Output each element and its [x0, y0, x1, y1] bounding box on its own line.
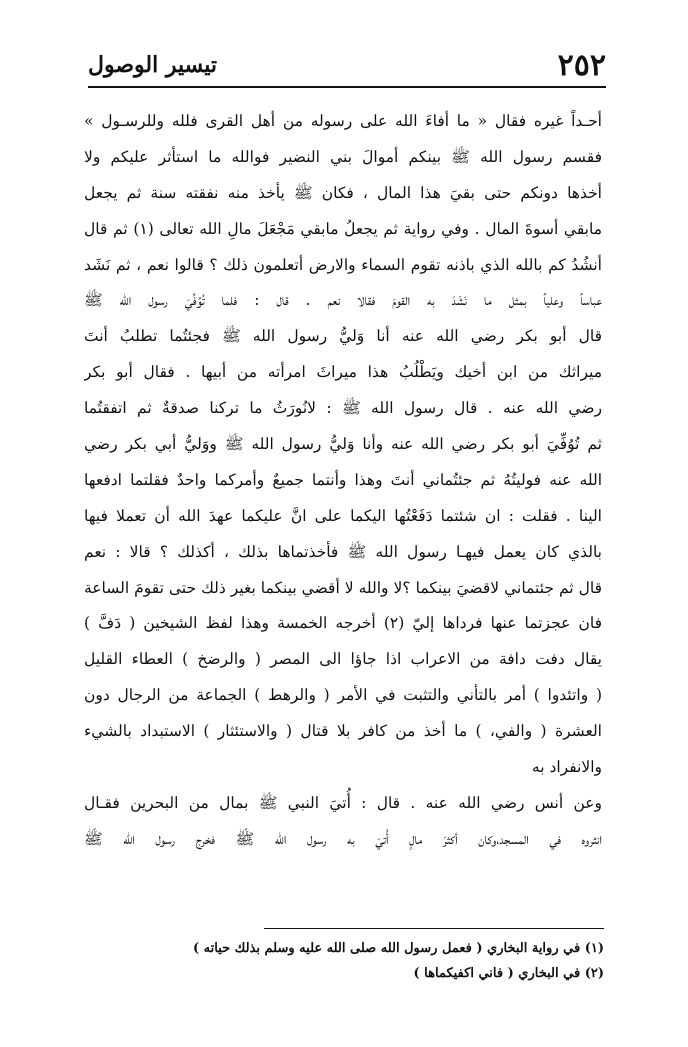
text-line: فان عجزتما عنها فرداها إليّ (٢) أخرجه الخمسة وهذا لفظ الشيخين ( دَفَّ ) — [84, 614, 602, 633]
text-line: الله عنه فوليتُهُ ثم جئتُماني أنتَ وهذا وأنتما جميعٌ وأمركما واحدٌ فقلتما ادفعها — [84, 470, 602, 489]
running-title: تيسير الوصول — [88, 52, 218, 78]
text-line: يقال دفت دافة من الاعراب اذا جاؤا الى المصر ( والرضخ ) العطاء القليل — [84, 650, 602, 669]
footnote-rule — [264, 928, 604, 929]
text-line: ميراثك من ابن أخيك ويَطْلُبُ هذا ميراثَ امرأته من أبيها . فقال أبو بكر — [84, 363, 602, 382]
body-text — [84, 104, 602, 858]
text-line: الينا . فقلت : ان شئتما دَفَعْتُها اليكما على انَّ عليكما عهدَ الله أن تعملا فيها — [84, 506, 602, 525]
text-line: رضي الله عنه . قال رسول الله ﷺ : لانُورَثُ ما تركنا صدقةٌ ثم اتفقتُما — [84, 399, 602, 418]
footnote: (١) في رواية البخاري ( فعمل رسول الله صلى الله عليه وسلم بذلك حياته ) — [192, 941, 604, 956]
text-line: أحـداً غيره فقال « ما أفاءَ الله على رسوله من أهل القرى فلله وللرسـول » — [84, 112, 602, 130]
text-line: أنشُدُ كم بالله الذي باذنه تقوم السماء والارض أتعلمون ذلك ؟ قالوا نعم ، ثم نَشَد — [84, 255, 602, 274]
footnotes — [104, 936, 604, 986]
page-number: ٢٥٢ — [557, 48, 606, 83]
text-line: أخذها دونكم حتى بقيَ هذا المال ، فكان ﷺ يأخذ منه نفقته سنة ثم يجعل — [84, 183, 602, 202]
footnote: (٢) في البخاري ( فاني اكفيكماها ) — [413, 966, 604, 981]
page-header — [88, 44, 606, 84]
text-line: قال أبو بكر رضي الله عنه أنا وَليُّ رسول الله ﷺ فجئتُما تطلبُ أنتَ — [84, 327, 602, 346]
text-line: وعن أنس رضي الله عنه . قال : أُتيَ النبي ﷺ بمال من البحرين فقـال — [84, 793, 602, 812]
text-line: عباساً وعلياً بمثل ما نَشَدَ به القومَ فقالا نعم . قال : فلما تُوُفِّيَ رسول الله ﷺ — [84, 291, 602, 310]
text-line: ثم تُوُفِّيَ أبو بكر رضي الله عنه وأنا وَليُّ رسول الله ﷺ ووَليُّ أبي بكر رضي — [84, 435, 602, 454]
header-rule — [88, 86, 606, 88]
text-line: ( واتئدوا ) أمر بالتأني والتثبت في الأمر ( والرهط ) الجماعة من الرجال دون — [84, 686, 602, 705]
text-line: فقسم رسول الله ﷺ بينكم أموالَ بني النضير فوالله ما استأثر عليكم ولا — [84, 147, 602, 166]
text-line: انثروه في المسجد،وكان أكثرَ مالٍ أُتيَ به رسول الله ﷺ فخرج رسول الله ﷺ — [84, 829, 602, 848]
text-line: مابقي أسوةَ المال . وفي رواية ثم يجعلُ مابقي مَجْعَلَ مالِ الله تعالى (١) ثم قال — [84, 219, 602, 238]
text-line: العشرة ( والفي، ) ما أخذ من كافر بلا قتال ( والاستئثار ) الاستبداد بالشيء — [84, 722, 602, 741]
text-line: قال ثم جئتماني لاقضيَ بينكما ؟لا والله لا أقضي بينكما بغير ذلك حتى تقومَ الساعة — [84, 578, 602, 597]
text-line: بالذي كان يعمل فيهـا رسول الله ﷺ فأخذتماها بذلك ، أكذلك ؟ قالا : نعم — [84, 542, 602, 561]
text-line: والانفراد به — [531, 758, 602, 777]
